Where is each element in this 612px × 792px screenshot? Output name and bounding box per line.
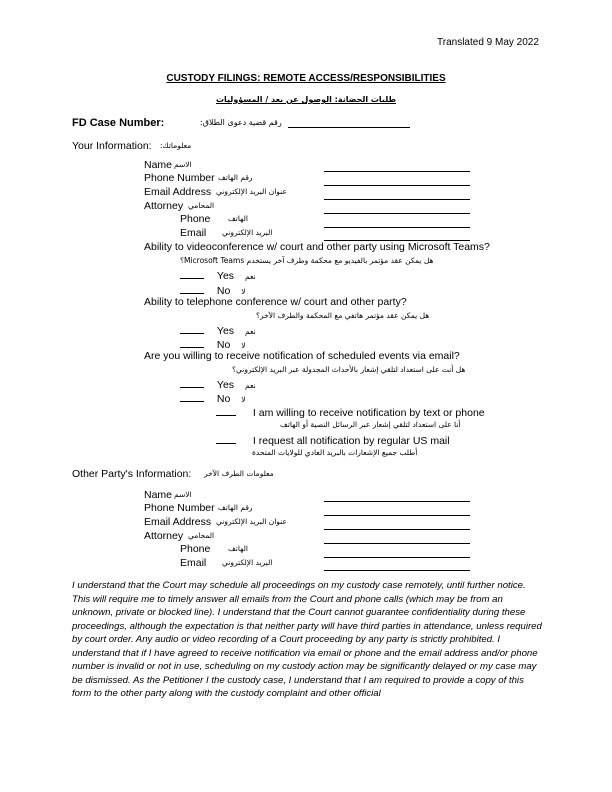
video-no-label-arabic: لا — [241, 287, 246, 296]
other-party-label: Other Party's Information: — [72, 468, 192, 480]
email-question-arabic: هل أنت على استعداد لتلقي إشعار بالأحداث المجدولة عبر البريد الإلكتروني؟ — [232, 365, 466, 374]
attorney-input[interactable] — [324, 213, 470, 214]
email-label-arabic: عنوان البريد الإلكتروني — [216, 187, 287, 196]
mail-option-blank[interactable] — [216, 433, 236, 444]
other-party-label-arabic: معلومات الطرف الآخر — [204, 469, 274, 478]
name-input[interactable] — [324, 171, 470, 172]
attorney-phone-input[interactable] — [324, 227, 470, 228]
phone-no-label: No — [216, 339, 231, 351]
phone-question: Ability to telephone conference w/ court and other party? — [144, 296, 407, 308]
other-phone-input[interactable] — [324, 515, 470, 516]
form-title: CUSTODY FILINGS: REMOTE ACCESS/RESPONSIBILITIES — [166, 73, 446, 84]
email-no-blank[interactable] — [180, 391, 204, 402]
text-phone-option-arabic: أنا على استعداد لتلقي إشعار عبر الرسائل النصية أو الهاتف — [280, 420, 461, 429]
your-info-label: Your Information: — [72, 140, 152, 152]
video-no-label: No — [216, 285, 231, 297]
mail-option-arabic: أطلب جميع الإشعارات بالبريد العادي للولايات المتحدة — [252, 448, 418, 457]
translation-date: Translated 9 May 2022 — [437, 37, 539, 48]
other-attorney-phone-label: Phone — [180, 543, 211, 555]
email-yes-blank[interactable] — [180, 377, 204, 388]
name-label-arabic: الاسم — [174, 160, 192, 169]
attorney-email-label-arabic: البريد الإلكتروني — [222, 228, 273, 237]
phone-label: Phone Number — [144, 172, 215, 184]
other-name-label-arabic: الاسم — [174, 490, 192, 499]
fd-case-input[interactable] — [288, 127, 410, 128]
other-phone-label-arabic: رقم الهاتف — [218, 503, 253, 512]
phone-question-arabic: هل يمكن عقد مؤتمر هاتفي مع المحكمة والطرف الآخر؟ — [256, 311, 430, 320]
phone-input[interactable] — [324, 185, 470, 186]
phone-label-arabic: رقم الهاتف — [218, 173, 253, 182]
other-attorney-phone-label-arabic: الهاتف — [228, 544, 248, 553]
attorney-label: Attorney — [144, 200, 184, 212]
acknowledgement-paragraph: I understand that the Court may schedule all proceedings on my custody case remotely, until further notice. This will require me to timely answer all emails from the Court and phone calls (which may be from an unknown, private or blocked line). I understand that the Court cannot guarantee confidentiality during these proceedings, although the expectation is that neither party will have third parties in attendance, unless required by court order. Any audio or video recording of a Court proceeding by any party is strictly prohibited. I understand that if I have agreed to receive notification via email or phone and the email address and/or phone number is invalid or not in use, scheduling on my custody action may be significantly delayed or my case may be dismissed. As the Petitioner I the custody case, I understand that I am required to provide a copy of this form to the other party along with the custody complaint and other official — [72, 580, 542, 699]
attorney-phone-label: Phone — [180, 213, 211, 225]
video-yes-label-arabic: نعم — [244, 272, 256, 281]
email-input[interactable] — [324, 199, 470, 200]
email-no-label: No — [216, 393, 231, 405]
other-email-input[interactable] — [324, 529, 470, 530]
phone-no-label-arabic: لا — [241, 341, 246, 350]
other-attorney-label: Attorney — [144, 530, 184, 542]
phone-no-blank[interactable] — [180, 337, 204, 348]
video-yes-label: Yes — [216, 270, 235, 282]
fd-case-label: FD Case Number: — [72, 117, 165, 129]
other-attorney-input[interactable] — [324, 543, 470, 544]
other-name-input[interactable] — [324, 501, 470, 502]
other-attorney-label-arabic: المحامي — [188, 531, 215, 540]
attorney-phone-label-arabic: الهاتف — [228, 214, 248, 223]
other-attorney-email-label-arabic: البريد الإلكتروني — [222, 558, 273, 567]
attorney-label-arabic: المحامي — [188, 201, 215, 210]
other-name-label: Name — [144, 489, 173, 501]
email-no-label-arabic: لا — [241, 395, 246, 404]
video-question-arabic: هل يمكن عقد مؤتمر بالفيديو مع محكمة وطرف آخر يستخدم Microsoft Teams؟ — [180, 256, 434, 265]
other-email-label-arabic: عنوان البريد الإلكتروني — [216, 517, 287, 526]
phone-yes-label: Yes — [216, 325, 235, 337]
attorney-email-label: Email — [180, 227, 207, 239]
other-attorney-email-label: Email — [180, 557, 207, 569]
other-email-label: Email Address — [144, 516, 212, 528]
your-info-label-arabic: معلوماتك: — [160, 141, 192, 150]
fd-case-label-arabic: رقم قضية دعوى الطلاق: — [200, 118, 282, 127]
email-yes-label-arabic: نعم — [244, 381, 256, 390]
other-attorney-email-input[interactable] — [324, 570, 470, 571]
other-attorney-phone-input[interactable] — [324, 557, 470, 558]
email-yes-label: Yes — [216, 379, 235, 391]
phone-yes-blank[interactable] — [180, 323, 204, 334]
form-title-arabic: طلبات الحضانة: الوصول عن بعد / المسؤوليات — [216, 95, 396, 104]
video-yes-blank[interactable] — [180, 268, 204, 279]
other-phone-label: Phone Number — [144, 502, 215, 514]
text-phone-option-label: I am willing to receive notification by text or phone — [252, 407, 485, 419]
text-phone-option-blank[interactable] — [216, 405, 236, 416]
name-label: Name — [144, 159, 173, 171]
phone-yes-label-arabic: نعم — [244, 327, 256, 336]
email-label: Email Address — [144, 186, 212, 198]
email-question: Are you willing to receive notification of scheduled events via email? — [144, 350, 460, 362]
mail-option-label: I request all notification by regular US mail — [252, 435, 450, 447]
video-question: Ability to videoconference w/ court and other party using Microsoft Teams? — [144, 241, 490, 253]
video-no-blank[interactable] — [180, 283, 204, 294]
